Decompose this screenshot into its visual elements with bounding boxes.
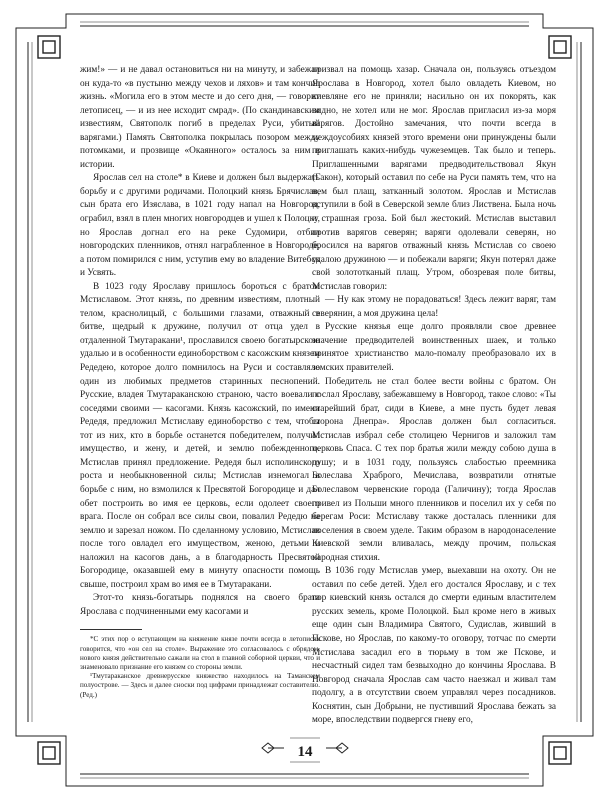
paragraph: Победитель не стал более вести войны с братом. Он послал Ярославу, забежавшему в Новгород, такое слово: «Ты старейший брат, сиди в Киеве, а мне пусть будет левая сторона Днепра». Ярослав должен был согласиться. Мстислав избрал себе столицею Чернигов и заложил там церковь Спаса. С тех пор братья жили между собою душа в душу; и в 1031 году, пользуясь слабостью преемника Болеслава Храброго, Мечислава, возвратили отнятые Болеславом червенские города (Галичину); тогда Ярослав привел из Польши много пленников и поселил их у себя по берегам Роси: Мстиславу также досталась пленники для поселения в своем уделе. Таким образом в народонаселение Киевской земли вливалась, между прочим, польская народная стихия. (312, 376, 556, 563)
left-column (80, 64, 320, 700)
paragraph: призвал на помощь хазар. Сначала он, пользуясь отъездом Ярослава в Новгород, хотел было овладеть Киевом, но киевляне его не приняли; насильно он их покорять, как видно, не хотел или не мог. Ярослав пригласил из-за моря варягов. Достойно замечания, что почти всегда в междоусобиях князей этого времени они принуждены были приглашать каких-нибудь чужеземцев. Так было и теперь. Приглашенными варягами предводительствовал Якун (Гакон), который оставил по себе на Руси память тем, что на нем был плащ, затканный золотом. Ярослав и Мстислав вступили в бой в Северской земле близ Листвена. Была ночь и страшная гроза. Бой был жестокий. Мстислав выставил против варягов северян; варяги одолевали северян, но бросился на варягов отважный князь Мстислав со своею удалою дружиною — и побежали варяги; Якун потерял даже свой золототканый плащ. Утром, обозревая поле битвы, Мстислав говорил: (312, 65, 556, 292)
page-number: 14 (297, 744, 313, 760)
paragraph: Ярослав сел на столе* в Киеве и должен был выдержать борьбу и с другими родичами. Полоцкий князь Брячислав, сын брата его Изяслава, в 1021 году напал на Новгород, ограбил, взял в плен многих новгородцев и ушел к Полоцку, но Ярослав догнал его на реке Судомири, отбил новгородских пленников, отнял награбленное в Новгороде, а потом помирился с ним, уступив ему во владение Витебск и Усвять. (80, 173, 320, 279)
footnote: *С этих пор о вступающем на княжение князе почти всегда в летописях говорится, что «он сел на столе». Выражение это согласовалось с обрядом, нового князя действительно сажали на стол в главной соборной церкви, что и знаменовало признание его князем со стороны земли. (80, 635, 320, 672)
footnote: ¹Тмутараканское древнерусское княжество находилось на Таманском полуострове. — Здесь и далее сноски под цифрами принадлежат составителю. (Ред.) (80, 672, 320, 699)
footnote-divider (80, 629, 142, 630)
paragraph: Этот-то князь-богатырь поднялся на своего брата Ярослава с подчиненными ему касогами и (80, 593, 320, 617)
footnotes (80, 635, 320, 699)
paragraph: В 1036 году Мстислав умер, выехавши на охоту. Он не оставил по себе детей. Удел его достался Ярославу, и с тех пор киевский князь остался до смерти единым властителем русских земель, кроме Полоцкой. Был кроме него в живых еще один сын Владимира Святого, Судислав, живший в Пскове, но Ярослав, по какому-то оговору, тотчас по смерти Мстислава засадил его в тюрьму в том же Пскове, и несчастный сидел там безвыходно до кончины Ярослава. В Новгород сначала Ярослав сам часто наезжал и живал там подолгу, а в отсутствии своем управлял через посадников. Коснятин, сын Добрыни, не пустивший Ярослава бежать за море, впоследствии подвергся гневу его, (312, 566, 556, 726)
paragraph: жим!» — и не давал остановиться ни на минуту, и забежал он куда-то «в пустыню между чехов и ляхов» и там кончил жизнь. «Могила его в этом месте и до сего дня, — говорит летописец, — и из нее исходит смрад». (По скандинавским известиям, Святополк погиб в пределах Руси, убитый варягами.) Память Святополка покрылась позором между потомками, и прозвище «Окаянного» осталось за ним в истории. (80, 65, 320, 170)
paragraph: Русские князья еще долго проявляли свое древнее значение предводителей воинственных шаек, и только принятое христианство мало-помалу преобразовало их в земских правителей. (312, 322, 556, 374)
right-column (312, 64, 556, 728)
paragraph: — Ну как этому не порадоваться! Здесь лежит варяг, там северянин, а моя дружина цела! (312, 295, 556, 319)
paragraph: В 1023 году Ярославу пришлось бороться с братом Мстиславом. Этот князь, по древним известиям, плотный телом, краснолицый, с большими глазами, отважный в битве, щедрый к дружине, получил от отца удел в отдаленной Тмутаракани¹, прославился своею богатырскою удалью и в особенности единоборством с касожским князем Редедею, которое долго помнилось на Руси и составляло один из любимых предметов старинных песнопений. Русские, владея Тмутараканскою страною, часто воевали с соседями своими — касогами. Князь касожский, по имени Редедя, предложил Мстиславу единоборство с тем, чтобы тот из них, кто в борьбе останется победителем, получил имущество, и жену, и детей, и землю побежденного. Мстислав принял предложение. Редедя был исполинского роста и необыкновенной силы; Мстислав изнемогал в борьбе с ним, но взмолился к Пресвятой Богородице и дал обет построить во имя ее церковь, если одолеет своего врага. После он собрал все силы свои, повалил Редедю на землю и зарезал ножом. По сделанному условию, Мстислав после того овладел его имуществом, женою, детьми и наложил на касогов дань, а в благодарность Пресвятой Богородице, оказавшей ему в минуту опасности помощь свыше, построил храм во имя ее в Тмутаракани. (80, 281, 320, 590)
